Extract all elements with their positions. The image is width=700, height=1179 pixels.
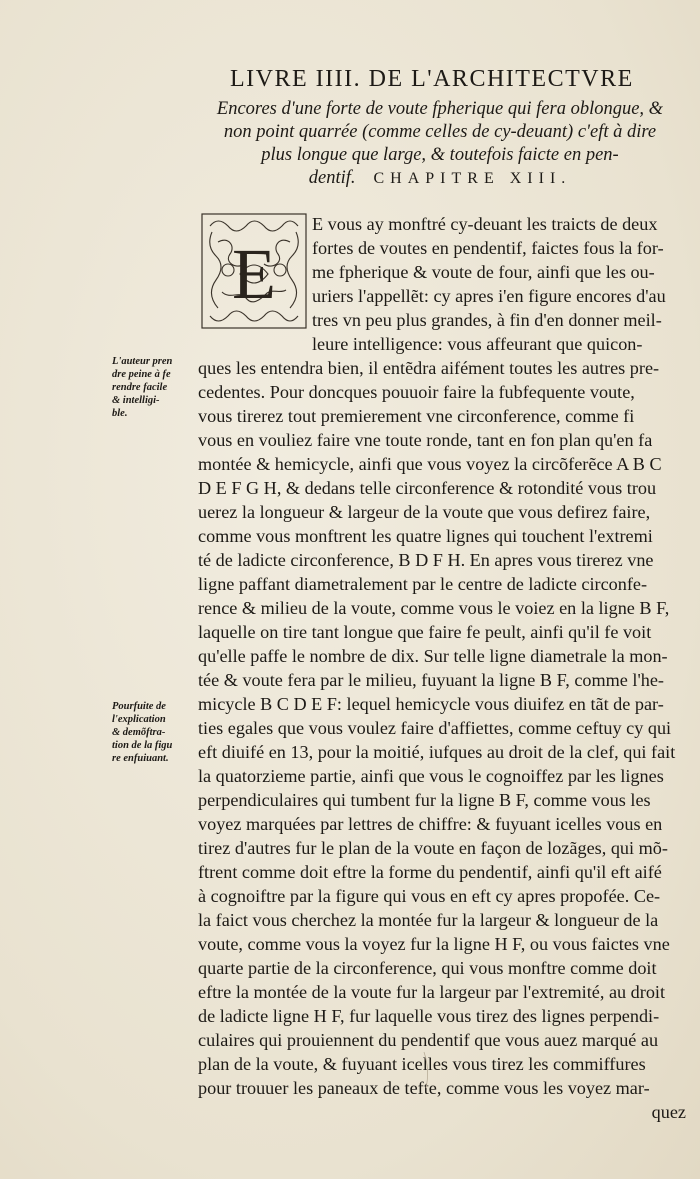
text-line: E vous ay monftré cy-deuant les traicts de deux bbox=[312, 214, 658, 234]
text-line: perpendiculaires qui tumbent fur la ligne B F, comme vous les bbox=[198, 790, 651, 810]
text-line: eftre la montée de la voute fur la largeur par l'extremité, au droit bbox=[198, 982, 666, 1002]
title-line bbox=[190, 167, 690, 190]
paper-crease-mark-icon bbox=[420, 1050, 440, 1090]
marginal-line: L'auteur pren bbox=[112, 356, 173, 367]
text-line: vous tirerez tout premierement vne circonference, comme fi bbox=[198, 406, 635, 426]
text-line: micycle B C D E F: lequel hemicycle vous diuifez en tãt de par- bbox=[198, 694, 664, 714]
marginal-line: dre peine à fe bbox=[112, 369, 171, 380]
text-line: ftrent comme doit eftre la forme du pendentif, ainfi qu'il eft aifé bbox=[198, 862, 662, 882]
marginal-line: l'explication bbox=[112, 714, 166, 725]
text-line: vous en vouliez faire vne toute ronde, tant en fon plan qu'en fa bbox=[198, 430, 653, 450]
marginal-line: rendre facile bbox=[112, 382, 168, 393]
text-line: uerez la longueur & largeur de la voute que vous defirez faire, bbox=[198, 502, 651, 522]
title-line: plus longue que large, & toutefois faicte en pen- bbox=[261, 145, 619, 165]
text-line: me fpherique & voute de four, ainfi que les ou- bbox=[312, 262, 655, 282]
body-text bbox=[198, 212, 688, 1124]
text-line: de ladicte ligne H F, fur laquelle vous tirez des lignes perpendi- bbox=[198, 1006, 660, 1026]
title-line: Encores d'une forte de voute fpherique qui fera oblongue, & bbox=[216, 99, 664, 119]
chapter-title bbox=[190, 98, 690, 190]
text-line: uriers l'appellẽt: cy apres i'en figure encores d'au bbox=[312, 286, 666, 306]
text-line: qu'elle paffe le nombre de dix. Sur telle ligne diametrale la mon- bbox=[198, 646, 668, 666]
text-line: leure intelligence: vous affeurant que quicon- bbox=[312, 334, 643, 354]
marginal-line: & intelligi- bbox=[112, 395, 160, 406]
marginal-note-2 bbox=[112, 700, 196, 765]
text-line: voute, comme vous la voyez fur la ligne H F, ou vous faictes vne bbox=[198, 934, 670, 954]
title-line-last: dentif. bbox=[308, 168, 356, 188]
drop-cap-letter: E bbox=[232, 234, 276, 314]
text-line: tirez d'autres fur le plan de la voute en façon de lozãges, qui mõ- bbox=[198, 838, 668, 858]
chapter-label: CHAPITRE XIII. bbox=[373, 170, 572, 187]
text-line: tres vn peu plus grandes, à fin d'en donner meil- bbox=[312, 310, 662, 330]
text-line: ties egales que vous voulez faire d'affiettes, comme ceftuy cy qui bbox=[198, 718, 672, 738]
marginal-line: re enfuiuant. bbox=[112, 753, 169, 764]
text-line: la faict vous cherchez la montée fur la largeur & longueur de la bbox=[198, 910, 659, 930]
text-line: D E F G H, & dedans telle circonference & rotondité vous trou bbox=[198, 478, 657, 498]
text-line: culaires qui prouiennent du pendentif que vous auez marqué au bbox=[198, 1030, 659, 1050]
text-line: laquelle on tire tant longue que faire fe peult, ainfi qu'il fe voit bbox=[198, 622, 652, 642]
marginal-line: ble. bbox=[112, 408, 128, 419]
text-line: comme vous monftrent les quatre lignes qui touchent l'extremi bbox=[198, 526, 653, 546]
text-line: té de ladicte circonference, B D F H. En apres vous tirerez vne bbox=[198, 550, 654, 570]
marginal-line: Pourfuite de bbox=[112, 701, 166, 712]
catchword: quez bbox=[651, 1102, 686, 1122]
text-line: voyez marquées par lettres de chiffre: & fuyuant icelles vous en bbox=[198, 814, 663, 834]
marginal-line: & demõftra- bbox=[112, 727, 166, 738]
text-line: pour trouuer les paneaux de tefte, comme vous les voyez mar- bbox=[198, 1078, 650, 1098]
text-line: eft diuifé en 13, pour la moitié, iufques au droit de la clef, qui fait bbox=[198, 742, 676, 762]
text-line: fortes de voutes en pendentif, faictes fous la for- bbox=[312, 238, 664, 258]
text-line: plan de la voute, & fuyuant icelles vous tirez les commiffures bbox=[198, 1054, 646, 1074]
text-line: rence & milieu de la voute, comme vous le voiez en la ligne B F, bbox=[198, 598, 670, 618]
text-line: quarte partie de la circonference, qui vous monftre comme doit bbox=[198, 958, 657, 978]
text-line: montée & hemicycle, ainfi que vous voyez la circõferẽce A B C bbox=[198, 454, 662, 474]
text-line: ligne paffant diametralement par le centre de ladicte circonfe- bbox=[198, 574, 648, 594]
marginal-line: tion de la figu bbox=[112, 740, 173, 751]
text-line: cedentes. Pour doncques pouuoir faire la fubfequente voute, bbox=[198, 382, 635, 402]
title-line: non point quarrée (comme celles de cy-deuant) c'eft à dire bbox=[223, 122, 657, 142]
text-line: à cognoiftre par la figure qui vous en eft cy apres propofée. Ce- bbox=[198, 886, 661, 906]
running-head: LIVRE IIII. DE L'ARCHITECTVRE bbox=[230, 66, 634, 92]
text-line: ques les entendra bien, il entẽdra aifément toutes les autres pre- bbox=[198, 358, 660, 378]
text-line: tée & voute fera par le milieu, fuyuant la ligne B F, comme l'he- bbox=[198, 670, 664, 690]
text-line: la quatorzieme partie, ainfi que vous le cognoiffez par les lignes bbox=[198, 766, 664, 786]
marginal-note-1 bbox=[112, 355, 196, 420]
